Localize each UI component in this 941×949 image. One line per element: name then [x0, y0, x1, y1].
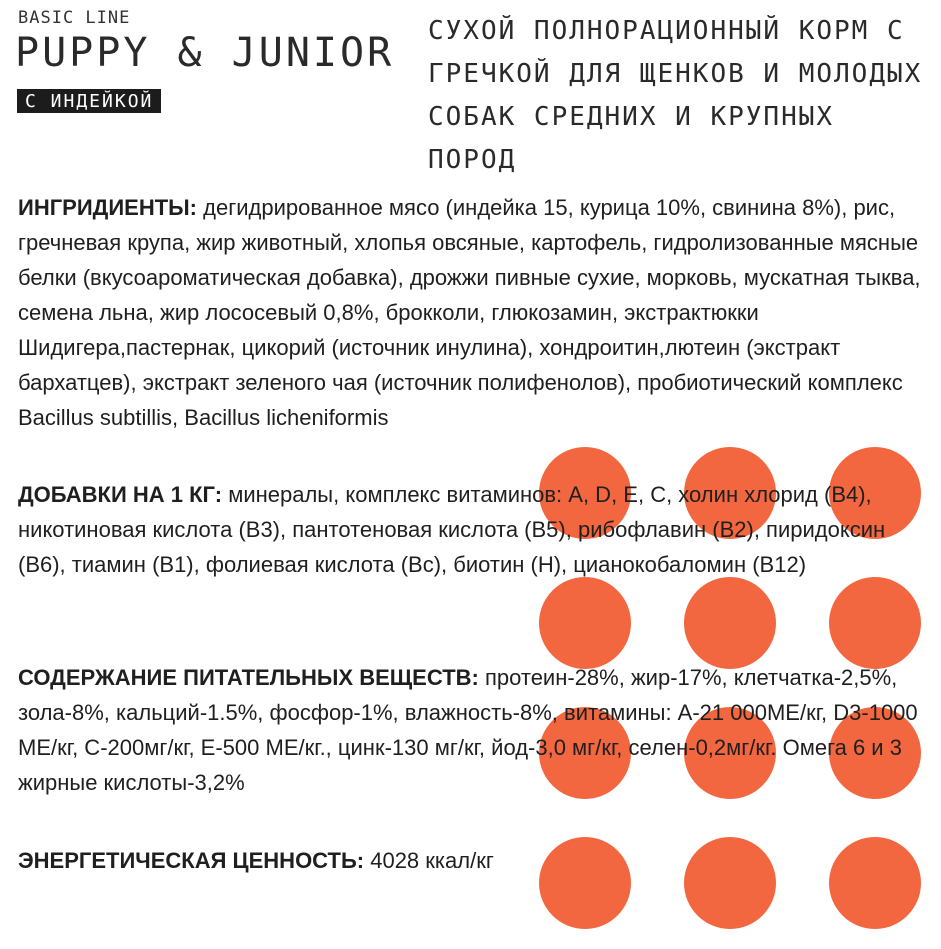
nutrients-text: протеин-28%, жир-17%, клетчатка-2,5%, зола-8%, кальций-1.5%, фосфор-1%, влажность-8%, витамины: A-21 000МЕ/кг, D3-1000 МЕ/кг, C-200мг/кг, E-500 МЕ/кг., цинк-130 мг/кг, йод-3,0 мг/кг, селен-0,2мг/кг. Омега 6 и 3 жирные кислоты-3,2% — [18, 665, 918, 795]
additives-section — [18, 477, 923, 582]
energy-text: 4028 ккал/кг — [370, 848, 494, 873]
energy-section — [18, 843, 923, 878]
flavor-badge: С ИНДЕЙКОЙ — [17, 89, 161, 113]
product-description: СУХОЙ ПОЛНОРАЦИОННЫЙ КОРМ С ГРЕЧКОЙ ДЛЯ ЩЕНКОВ И МОЛОДЫХ СОБАК СРЕДНИХ И КРУПНЫХ ПОРОД — [428, 16, 923, 175]
decorative-dot — [539, 577, 631, 669]
nutrients-section — [18, 660, 923, 800]
decorative-dot — [829, 577, 921, 669]
brand-line: BASIC LINE — [18, 8, 131, 28]
additives-text: минералы, комплекс витаминов: A, D, E, C, холин хлорид (B4), никотиновая кислота (B3), пантотеновая кислота (B5), рибофлавин (B2), пиридоксин (B6), тиамин (B1), фолиевая кислота (Bc), биотин (H), цианокобаломин (B12) — [18, 482, 886, 577]
ingredients-section — [18, 190, 923, 435]
energy-label: ЭНЕРГЕТИЧЕСКАЯ ЦЕННОСТЬ: — [18, 848, 365, 873]
ingredients-label: ИНГРИДИЕНТЫ: — [18, 195, 198, 220]
nutrients-label: СОДЕРЖАНИЕ ПИТАТЕЛЬНЫХ ВЕЩЕСТВ: — [18, 665, 479, 690]
product-name: PUPPY & JUNIOR — [15, 30, 395, 76]
ingredients-text: дегидрированное мясо (индейка 15, курица 10%, свинина 8%), рис, гречневая крупа, жир животный, хлопья овсяные, картофель, гидролизованные мясные белки (вкусоароматическая добавка), дрожжи пивные сухие, морковь, мускатная тыква, семена льна, жир лососевый 0,8%, брокколи, глюкозамин, экстрактюкки Шидигера,пастернак, цикорий (источник инулина), хондроитин,лютеин (экстракт бархатцев), экстракт зеленого чая (источник полифенолов), пробиотический комплекс Bacillus subtillis, Bacillus licheniformis — [18, 195, 921, 430]
additives-label: ДОБАВКИ НА 1 КГ: — [18, 482, 223, 507]
decorative-dot — [684, 577, 776, 669]
